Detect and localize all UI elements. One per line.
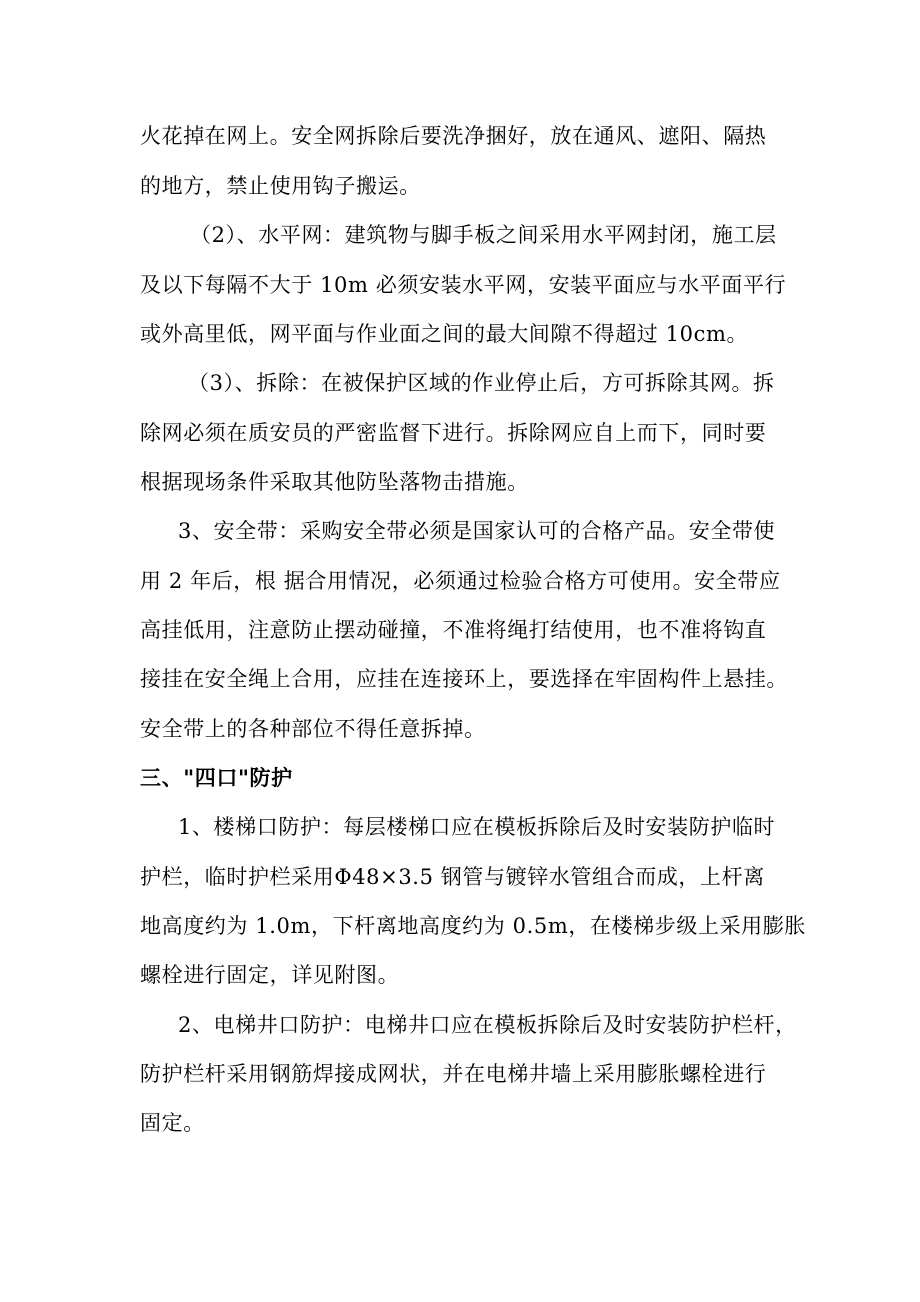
text-line: 3、安全带：采购安全带必须是国家认可的合格产品。安全带使 (178, 519, 776, 543)
text-line: 接挂在安全绳上合用，应挂在连接环上，要选择在牢固构件上悬挂。 (140, 667, 788, 691)
text-line: 防护栏杆采用钢筋焊接成网状，并在电梯井墙上采用膨胀螺栓进行 (140, 1062, 767, 1086)
text-line: 安全带上的各种部位不得任意拆掉。 (140, 717, 486, 741)
text-line: （2）、水平网：建筑物与脚手板之间采用水平网封闭，施工层 (190, 223, 777, 247)
text-line: 1、楼梯口防护：每层楼梯口应在模板拆除后及时安装防护临时 (178, 815, 776, 839)
text-line: 护栏，临时护栏采用Φ48×3.5 钢管与镀锌水管组合而成，上杆离 (140, 865, 765, 889)
text-line: 高挂低用，注意防止摆动碰撞，不准将绳打结使用，也不准将钩直 (140, 618, 767, 642)
text-line: 及以下每隔不大于 10m 必须安装水平网，安装平面应与水平面平行 (140, 273, 787, 297)
text-line: 2、电梯井口防护：电梯井口应在模板拆除后及时安装防护栏杆， (178, 1013, 797, 1037)
text-line: 除网必须在质安员的严密监督下进行。拆除网应自上而下，同时要 (140, 421, 767, 445)
text-line: 用 2 年后，根 据合用情况，必须通过检验合格方可使用。安全带应 (140, 569, 781, 593)
text-line: 的地方，禁止使用钩子搬运。 (140, 174, 421, 198)
text-line: 固定。 (140, 1111, 205, 1135)
text-line: 火花掉在网上。安全网拆除后要洗净捆好，放在通风、遮阳、隔热 (140, 124, 767, 148)
text-line: （3）、拆除：在被保护区域的作业停止后，方可拆除其网。拆 (188, 371, 775, 395)
text-line: 根据现场条件采取其他防坠落物击措施。 (140, 470, 529, 494)
text-line: 或外高里低，网平面与作业面之间的最大间隙不得超过 10cm。 (140, 322, 749, 346)
text-line: 螺栓进行固定，详见附图。 (140, 963, 400, 987)
text-line: 地高度约为 1.0m，下杆离地高度约为 0.5m，在楼梯步级上采用膨胀 (140, 914, 806, 938)
section-heading: 三、"四口"防护 (140, 766, 293, 790)
